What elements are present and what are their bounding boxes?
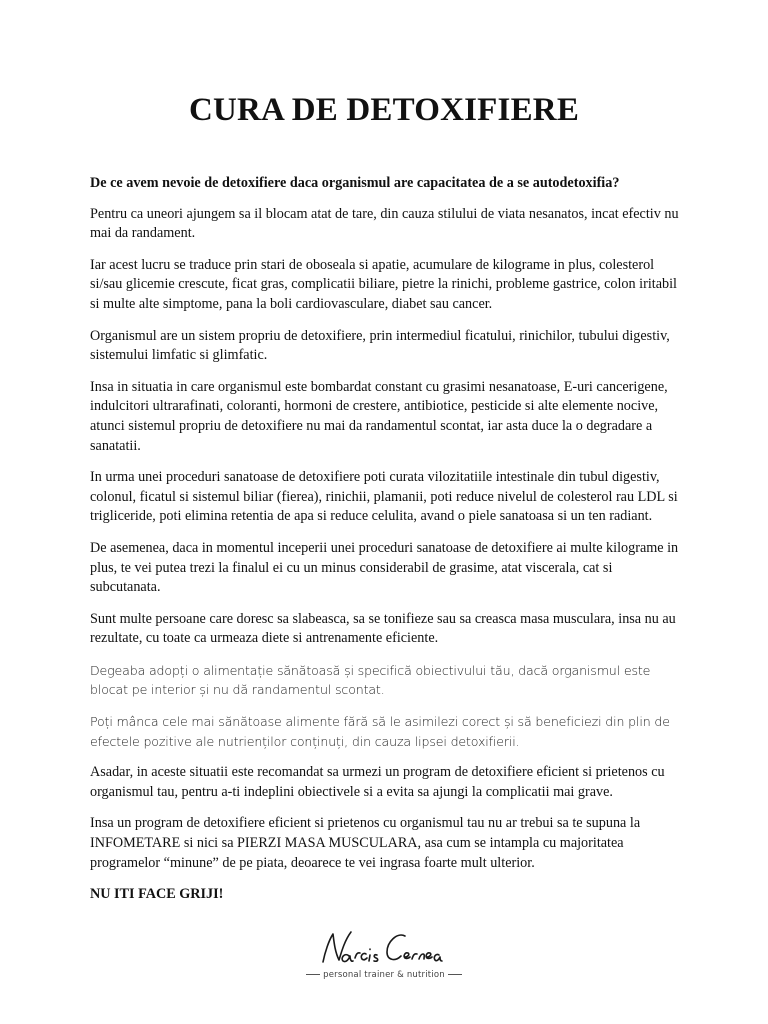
paragraph: Insa in situatia in care organismul este bombardat constant cu grasimi nesanatoase, E-uri cancerigene, indulcitori ultrarafinati, coloranti, hormoni de crestere, antibiotice, pesticide si alte elemente nocive, atunci sistemul propriu de detoxifiere nu mai da randamentul scontat, iar asta duce la o degradare a sanatatii. [90,378,668,454]
signature-subtitle-text: personal trainer & nutrition [323,970,445,980]
divider [306,974,320,975]
paragraph: In urma unei proceduri sanatoase de detoxifiere poti curata vilozitatiile intestinale din tubul digestiv, colonul, ficatul si sistemul biliar (fierea), rinichii, plamanii, poti reduce nivelul de colesterol rau LDL si trigliceride, poti elimina retentia de apa si reduce celulita, avand o piele sanatoasa si un ten radiant. [90,469,678,525]
paragraph: Sunt multe persoane care doresc sa slabeasca, sa se tonifieze sau sa creasca masa musculara, insa nu au rezultate, cu toate ca urmeaza diete si antrenamente eficiente. [90,610,676,647]
document-body [90,174,680,917]
paragraph: Insa un program de detoxifiere eficient si prietenos cu organismul tau nu ar trebui sa te supuna la INFOMETARE si nici sa PIERZI MASA MUSCULARA, asa cum se intampla cu majoritatea programelor “minune” de pe piata, deoarece te vei ingrasa foarte mult ulterior. [90,815,641,871]
paragraph: De asemenea, daca in momentul inceperii unei proceduri sanatoase de detoxifiere ai multe kilograme in plus, te vei putea trezi la finalul ei cu un minus considerabil de grasime, atat viscerala, cat si subcutanata. [90,539,679,596]
intro-question: De ce avem nevoie de detoxifiere daca organismul are capacitatea de a se autodetoxifia? [90,175,620,191]
signature-block [0,928,768,980]
paragraph: Pentru ca uneori ajungem sa il blocam atat de tare, din cauza stilului de viata nesanatos, incat efectiv nu mai da randament. [90,205,679,242]
signature-subtitle [0,970,768,980]
paragraph-alt-font: Poți mânca cele mai sănătoase alimente fără să le asimilezi corect și să beneficiezi din plin de efectele pozitive ale nutrienților conținuți, din cauza lipsei detoxifierii. [90,714,670,749]
signature-logo [309,928,459,968]
closing-line: NU ITI FACE GRIJI! [90,886,224,903]
paragraph: Iar acest lucru se traduce prin stari de oboseala si apatie, acumulare de kilograme in plus, colesterol si/sau glicemie crescute, ficat gras, complicatii biliare, pietre la rinichi, probleme gastrice, colon iritabil si multe alte simptome, pana la boli cardiovasculare, diabet sau cancer. [90,256,677,312]
document-title: CURA DE DETOXIFIERE [188,92,580,128]
paragraph: Asadar, in aceste situatii este recomandat sa urmezi un program de detoxifiere eficient si prietenos cu organismul tau, pentru a-ti indeplini obiectivele si a evita sa ajungi la complicatii mai grave. [90,764,665,800]
paragraph: Organismul are un sistem propriu de detoxifiere, prin intermediul ficatului, rinichilor, tubului digestiv, sistemului limfatic si glimfatic. [90,327,670,364]
paragraph-alt-font: Degeaba adopți o alimentație sănătoasă și specifică obiectivului tău, dacă organismul este blocat pe interior și nu dă randamentul scontat. [90,662,651,698]
divider [448,974,462,975]
